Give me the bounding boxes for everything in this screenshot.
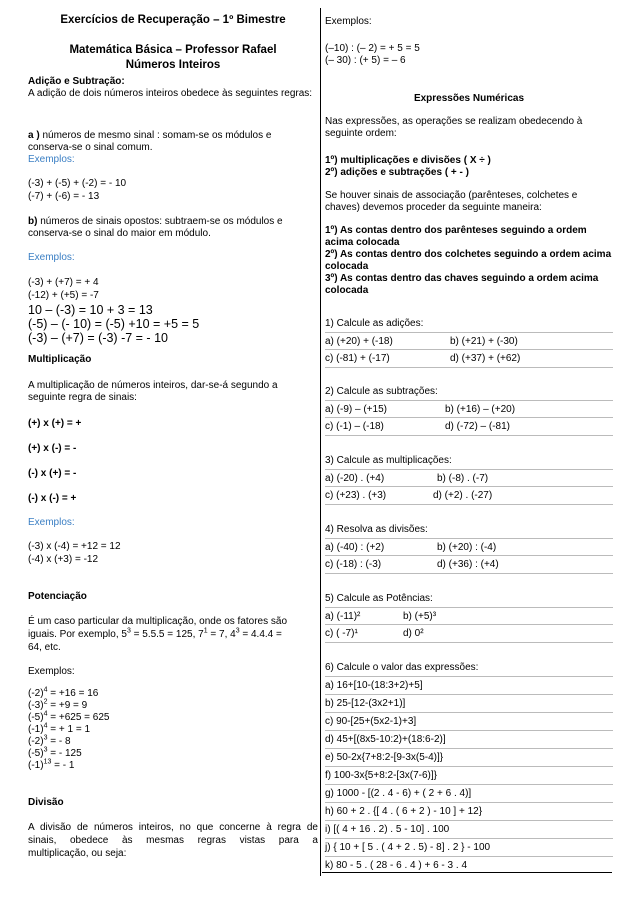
row-rule xyxy=(325,573,613,574)
row-rule xyxy=(325,486,613,487)
row-rule xyxy=(325,400,613,401)
row-rule xyxy=(325,766,613,767)
example-line: (-4) x (+3) = -12 xyxy=(28,554,99,565)
exercise-item: a) (-9) – (+15) xyxy=(325,404,387,415)
example-line: (-3) x (-4) = +12 = 12 xyxy=(28,541,121,552)
adicao-intro: A adição de dois números inteiros obedece às seguintes regras: xyxy=(28,88,313,99)
example-line: (-3) + (+7) = + 4 xyxy=(28,277,99,288)
row-rule xyxy=(325,730,613,731)
assoc-rule: 2º) As contas dentro dos colchetes seguindo a ordem acima colocada xyxy=(325,249,612,272)
example-line-large: 10 – (-3) = 10 + 3 = 13 xyxy=(28,303,153,317)
row-rule xyxy=(325,332,613,333)
doc-title: Exercícios de Recuperação – 1º Bimestre xyxy=(60,14,286,26)
sign-rule: (+) x (-) = - xyxy=(28,443,77,454)
expr-intro: Nas expressões, as operações se realizam obedecendo à seguinte ordem: xyxy=(325,116,583,139)
example-line: (-3) + (-5) + (-2) = - 10 xyxy=(28,178,127,189)
heading-multiplicacao: Multiplicação xyxy=(28,354,92,365)
rule-b xyxy=(28,216,313,240)
question-title: 4) Resolva as divisões: xyxy=(325,524,428,535)
exercise-item: b) (+16) – (+20) xyxy=(445,404,516,415)
exercise-item: a) (-11)² xyxy=(325,611,361,622)
row-rule xyxy=(325,349,613,350)
expression-item: g) 1000 - [(2 . 4 - 6) + ( 2 + 6 . 4)] xyxy=(325,788,472,799)
exercise-item: c) (-81) + (-17) xyxy=(325,353,390,364)
exercise-item: d) (+2) . (-27) xyxy=(433,490,493,501)
exercise-item: b) (+21) + (-30) xyxy=(450,336,518,347)
exercise-item: b) (+5)³ xyxy=(403,611,437,622)
rule-a-text: números de mesmo sinal : somam-se os módulos e conserva-se o sinal comum. xyxy=(28,130,272,153)
pot-examples-label: Exemplos: xyxy=(28,666,75,677)
exercise-item: d) (+36) : (+4) xyxy=(437,559,499,570)
row-rule xyxy=(325,417,613,418)
doc-subtitle-topic: Números Inteiros xyxy=(125,59,221,71)
div-text-line: A divisão de números inteiros, no que concerne à regra de xyxy=(28,822,318,833)
example-line: (-7) + (-6) = - 13 xyxy=(28,191,100,202)
heading-expressoes: Expressões Numéricas xyxy=(413,93,525,104)
exercise-item: a) (-20) . (+4) xyxy=(325,473,385,484)
examples-label-b: Exemplos: xyxy=(28,252,75,263)
question-title: 3) Calcule as multiplicações: xyxy=(325,455,452,466)
expression-item: d) 45+[(8x5-10:2)+(18:6-2)] xyxy=(325,734,446,745)
example-line-large: (-5) – (- 10) = (-5) +10 = +5 = 5 xyxy=(28,317,200,331)
exercise-item: c) (+23) . (+3) xyxy=(325,490,387,501)
exercise-item: c) ( -7)¹ xyxy=(325,628,358,639)
example-line: (–10) : (– 2) = + 5 = 5 xyxy=(325,43,420,54)
expression-item: b) 25-[12-(3x2+1)] xyxy=(325,698,406,709)
rule-b-text: números de sinais opostos: subtraem-se os módulos e conserva-se o sinal do maior em módulo. xyxy=(28,216,283,239)
exercise-item: c) (-18) : (-3) xyxy=(325,559,382,570)
row-rule xyxy=(325,469,613,470)
expression-item: e) 50-2x{7+8:2-[9-3x(5-4)]} xyxy=(325,752,444,763)
row-rule xyxy=(325,820,613,821)
rule-b-label: b) xyxy=(28,216,38,227)
bottom-rule xyxy=(322,872,612,873)
row-rule xyxy=(325,784,613,785)
heading-divisao: Divisão xyxy=(28,797,64,808)
sign-rule: (+) x (+) = + xyxy=(28,418,82,429)
order-line: 2º) adições e subtrações ( + - ) xyxy=(325,167,469,178)
row-rule xyxy=(325,856,613,857)
exercise-item: d) (-72) – (-81) xyxy=(445,421,511,432)
sign-rule: (-) x (+) = - xyxy=(28,468,77,479)
expression-item: k) 80 - 5 . ( 28 - 6 . 4 ) + 6 - 3 . 4 xyxy=(325,860,468,871)
rule-a-label: a ) xyxy=(28,130,40,141)
div-text-line: multiplicação, ou seja: xyxy=(28,848,127,859)
row-rule xyxy=(325,367,613,368)
exercise-item: c) (-1) – (-18) xyxy=(325,421,384,432)
pot-intro-line: 64, etc. xyxy=(28,642,61,653)
exercise-item: b) (-8) . (-7) xyxy=(437,473,489,484)
expression-item: i) [( 4 + 16 . 2) . 5 - 10] . 100 xyxy=(325,824,450,835)
sign-rule: (-) x (-) = + xyxy=(28,493,77,504)
examples-label-a: Exemplos: xyxy=(28,154,75,165)
exercise-item: b) (+20) : (-4) xyxy=(437,542,497,553)
pot-example: $(-1)^4$ = + 1 = 1 xyxy=(28,722,91,735)
question-title: 2) Calcule as subtrações: xyxy=(325,386,438,397)
mult-examples-label: Exemplos: xyxy=(28,517,75,528)
row-rule xyxy=(325,642,613,643)
rule-a xyxy=(28,130,313,154)
doc-subtitle: Matemática Básica – Professor Rafael xyxy=(69,44,277,56)
expression-item: h) 60 + 2 . {[ 4 . ( 6 + 2 ) - 10 ] + 12} xyxy=(325,806,483,817)
expression-item: j) { 10 + [ 5 . ( 4 + 2 . 5) - 8] . 2 } - 100 xyxy=(325,842,491,853)
row-rule xyxy=(325,607,613,608)
heading-adicao: Adição e Subtração: xyxy=(28,76,125,87)
question-title: 5) Calcule as Potências: xyxy=(325,593,433,604)
heading-potenciacao: Potenciação xyxy=(28,591,87,602)
exercise-item: d) (+37) + (+62) xyxy=(450,353,521,364)
mult-intro: A multiplicação de números inteiros, dar-se-á segundo a seguinte regra de sinais: xyxy=(28,380,278,403)
row-rule xyxy=(325,838,613,839)
column-divider xyxy=(320,8,321,876)
row-rule xyxy=(325,555,613,556)
row-rule xyxy=(325,538,613,539)
question-title: 6) Calcule o valor das expressões: xyxy=(325,662,479,673)
assoc-rule: 3º) As contas dentro das chaves seguindo a ordem acima colocada xyxy=(325,273,599,296)
order-line: 1º) multiplicações e divisões ( X ÷ ) xyxy=(325,155,491,166)
pot-example: $(-5)^3$ = - 125 xyxy=(28,746,82,759)
row-rule xyxy=(325,748,613,749)
expression-item: c) 90-[25+(5x2-1)+3] xyxy=(325,716,417,727)
example-line-large: (-3) – (+7) = (-3) -7 = - 10 xyxy=(28,331,168,345)
pot-intro-line: É um caso particular da multiplicação, onde os fatores são xyxy=(28,616,288,627)
div-text-line: sinais, obedece às mesmas regras vistas para a xyxy=(28,835,318,846)
assoc-intro: Se houver sinais de associação (parênteses, colchetes e chaves) devemos proceder da seguinte maneira: xyxy=(325,190,578,213)
exercise-item: a) (+20) + (-18) xyxy=(325,336,393,347)
pot-example: $(-2)^3$ = - 8 xyxy=(28,734,71,747)
row-rule xyxy=(325,802,613,803)
row-rule xyxy=(325,676,613,677)
pot-example: $(-2)^4 = +16 = 16$ xyxy=(28,686,99,699)
right-examples-label: Exemplos: xyxy=(325,16,372,27)
exercise-item: a) (-40) : (+2) xyxy=(325,542,385,553)
question-title: 1) Calcule as adições: xyxy=(325,318,424,329)
row-rule xyxy=(325,504,613,505)
exercise-item: d) 0² xyxy=(403,628,424,639)
row-rule xyxy=(325,624,613,625)
pot-example: $(-5)^4 = +625 = 625$ xyxy=(28,710,110,723)
expression-item: a) 16+[10-(18:3+2)+5] xyxy=(325,680,423,691)
example-line: (-12) + (+5) = -7 xyxy=(28,290,99,301)
expression-item: f) 100-3x{5+8:2-[3x(7-6)]} xyxy=(325,770,438,781)
pot-intro-line: iguais. Por exemplo, $5^3 = 5.5.5 = 125$, $7^1 = 7$, $4^3 = 4.4.4$ = xyxy=(28,627,282,640)
row-rule xyxy=(325,435,613,436)
pot-example: $(-1)^{13}$ = - 1 xyxy=(28,758,75,771)
assoc-rule: 1º) As contas dentro dos parênteses seguindo a ordem acima colocada xyxy=(325,225,587,248)
row-rule xyxy=(325,694,613,695)
row-rule xyxy=(325,712,613,713)
example-line: (– 30) : (+ 5) = – 6 xyxy=(325,55,406,66)
pot-example: $(-3)^2 = +9 = 9$ xyxy=(28,698,88,711)
